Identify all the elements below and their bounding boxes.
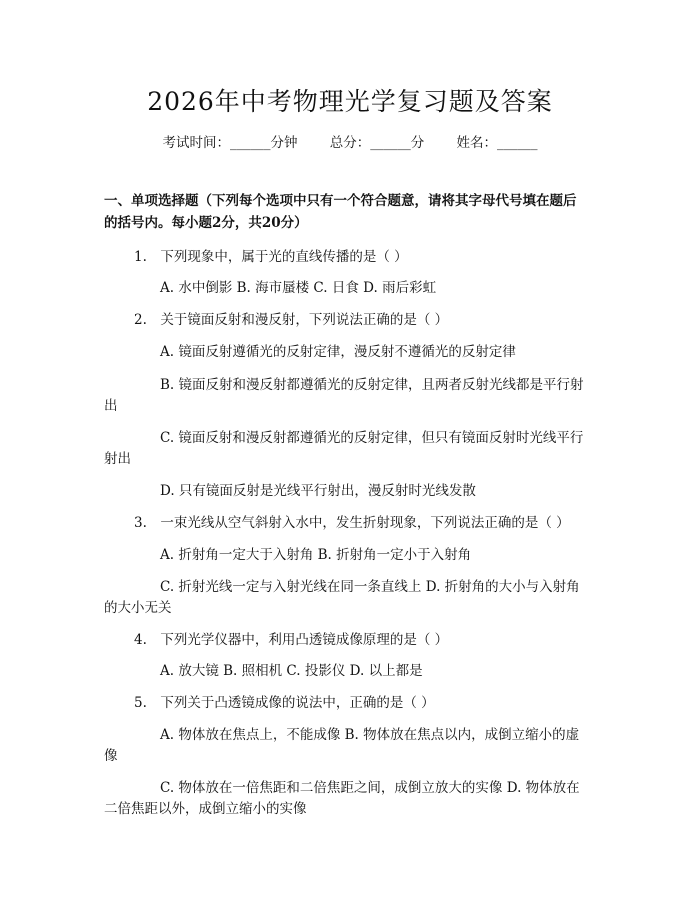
question-5-options-cd: C. 物体放在一倍焦距和二倍焦距之间，成倒立放大的实像 D. 物体放在 — [160, 780, 580, 796]
question-3-options-cd: C. 折射光线一定与入射光线在同一条直线上 D. 折射角的大小与入射角 — [160, 579, 580, 595]
question-2-option-d: D. 只有镜面反射是光线平行射出，漫反射时光线发散 — [160, 483, 476, 499]
question-5-stem: 5. 下列关于凸透镜成像的说法中，正确的是（ ） — [134, 695, 435, 711]
question-4-stem: 4. 下列光学仪器中，利用凸透镜成像原理的是（ ） — [134, 632, 449, 648]
page-title: 2026年中考物理光学复习题及答案 — [147, 87, 553, 116]
question-3-options-cd-cont: 的大小无关 — [104, 600, 172, 616]
exam-time: 考试时间：______分钟 — [162, 135, 298, 151]
total-score: 总分：______分 — [329, 135, 425, 151]
question-2-option-b-cont: 出 — [104, 398, 118, 414]
question-2-option-a: A. 镜面反射遵循光的反射定律，漫反射不遵循光的反射定律 — [160, 344, 516, 360]
question-2-option-b: B. 镜面反射和漫反射都遵循光的反射定律，且两者反射光线都是平行射 — [160, 377, 584, 393]
question-5-options-ab: A. 物体放在焦点上，不能成像 B. 物体放在焦点以内，成倒立缩小的虚 — [160, 727, 580, 743]
question-4-options: A. 放大镜 B. 照相机 C. 投影仪 D. 以上都是 — [160, 663, 423, 679]
student-name: 姓名：______ — [456, 135, 538, 151]
section-heading-line-2: 的括号内。每小题2分，共20分） — [104, 215, 308, 231]
question-1-options: A. 水中倒影 B. 海市蜃楼 C. 日食 D. 雨后彩虹 — [160, 280, 437, 296]
question-2-option-c: C. 镜面反射和漫反射都遵循光的反射定律，但只有镜面反射时光线平行 — [160, 430, 584, 446]
question-5-options-cd-cont: 二倍焦距以外，成倒立缩小的实像 — [104, 801, 307, 817]
question-2-option-c-cont: 射出 — [104, 451, 131, 467]
question-1-stem: 1. 下列现象中，属于光的直线传播的是（ ） — [134, 249, 408, 265]
question-3-options-ab: A. 折射角一定大于入射角 B. 折射角一定小于入射角 — [160, 547, 472, 563]
section-heading — [104, 190, 600, 234]
question-5-options-ab-cont: 像 — [104, 748, 118, 764]
question-3-stem: 3. 一束光线从空气斜射入水中，发生折射现象，下列说法正确的是（ ） — [134, 515, 570, 531]
question-2-stem: 2. 关于镜面反射和漫反射，下列说法正确的是（ ） — [134, 312, 449, 328]
section-heading-line-1: 一、单项选择题（下列每个选项中只有一个符合题意，请将其字母代号填在题后 — [104, 193, 577, 209]
exam-meta — [0, 131, 700, 151]
